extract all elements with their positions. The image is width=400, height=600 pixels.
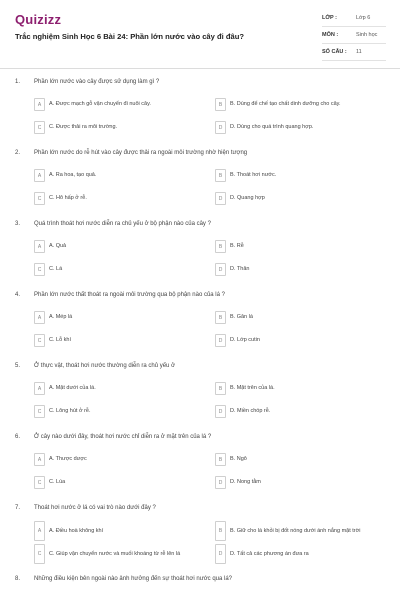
question-text: Phần lớn nước thất thoát ra ngoài môi trường qua bộ phận nào của lá ? [34, 292, 225, 298]
option-text: A. Mặt dưới của lá. [49, 385, 96, 392]
option-letter-box: D [215, 121, 226, 134]
option-text: D. Nong tằm [230, 479, 261, 486]
option-letter-box: D [215, 544, 226, 564]
option-d[interactable] [215, 121, 383, 134]
option-c[interactable] [34, 405, 202, 418]
option-b[interactable] [215, 521, 383, 541]
option-text: A. Quả [49, 243, 67, 250]
question-text: Phần lớn nước do rễ hút vào cây được thải ra ngoài môi trường nhờ hiện tượng [34, 150, 248, 156]
question-text: Những điều kiện bên ngoài nào ảnh hưởng đến sự thoát hơi nước qua lá? [34, 576, 233, 582]
option-c[interactable] [34, 121, 202, 134]
question-number: 1. [15, 79, 21, 85]
option-d[interactable] [215, 334, 383, 347]
option-letter-box: A [34, 453, 45, 466]
meta-key: SỐ CÂU : [322, 49, 347, 55]
question-number: 4. [15, 292, 21, 298]
worksheet-meta [322, 10, 386, 61]
option-letter-box: B [215, 240, 226, 253]
option-letter-box: D [215, 192, 226, 205]
option-text: B. Giữ cho lá khỏi bị đốt nóng dưới ánh nắng mặt trời [230, 527, 361, 534]
option-letter-box: A [34, 169, 45, 182]
option-b[interactable] [215, 240, 383, 253]
option-text: A. Điều hoà không khí [49, 527, 104, 534]
option-text: D. Quang hợp [230, 195, 265, 202]
option-text: B. Mặt trên của lá. [230, 385, 275, 392]
option-letter-box: C [34, 192, 45, 205]
option-a[interactable] [34, 453, 202, 466]
question-number: 2. [15, 150, 21, 156]
option-d[interactable] [215, 544, 383, 564]
option-letter-box: D [215, 334, 226, 347]
option-letter-box: C [34, 263, 45, 276]
option-b[interactable] [215, 98, 383, 111]
option-c[interactable] [34, 263, 202, 276]
meta-row-count [322, 44, 386, 61]
worksheet-title: Trắc nghiệm Sinh Học 6 Bài 24: Phần lớn nước vào cây đi đâu? [15, 32, 244, 41]
option-letter-box: B [215, 453, 226, 466]
option-d[interactable] [215, 476, 383, 489]
option-letter-box: C [34, 476, 45, 489]
option-a[interactable] [34, 240, 202, 253]
option-b[interactable] [215, 382, 383, 395]
meta-value: 11 [356, 49, 362, 55]
option-c[interactable] [34, 544, 202, 564]
option-c[interactable] [34, 476, 202, 489]
question-7 [0, 505, 400, 576]
option-text: A. Ra hoa, tạo quả. [49, 172, 97, 179]
meta-value: Lớp 6 [356, 15, 371, 21]
question-4 [0, 292, 400, 363]
option-text: C. Hô hấp ở rễ. [49, 195, 87, 202]
option-letter-box: C [34, 405, 45, 418]
question-text: Quá trình thoát hơi nước diễn ra chủ yếu ở bộ phận nào của cây ? [34, 221, 211, 227]
question-number: 6. [15, 434, 21, 440]
option-letter-box: A [34, 382, 45, 395]
meta-key: MÔN : [322, 32, 339, 38]
option-text: C. Lông hút ở rễ. [49, 408, 91, 415]
option-b[interactable] [215, 453, 383, 466]
option-text: C. Giúp vận chuyển nước và muối khoáng từ rễ lên lá [49, 550, 181, 557]
question-3 [0, 221, 400, 292]
option-text: D. Thân [230, 266, 250, 273]
option-text: B. Thoát hơi nước. [230, 172, 277, 179]
option-letter-box: C [34, 334, 45, 347]
option-letter-box: B [215, 382, 226, 395]
option-letter-box: C [34, 121, 45, 134]
option-letter-box: D [215, 405, 226, 418]
option-d[interactable] [215, 192, 383, 205]
option-letter-box: B [215, 311, 226, 324]
option-letter-box: B [215, 169, 226, 182]
option-b[interactable] [215, 169, 383, 182]
option-letter-box: A [34, 98, 45, 111]
question-number: 8. [15, 576, 21, 582]
option-letter-box: A [34, 240, 45, 253]
meta-key: LỚP : [322, 15, 337, 21]
option-letter-box: B [215, 98, 226, 111]
quizizz-logo: Quizizz [15, 12, 62, 27]
option-text: C. Lá [49, 266, 63, 273]
meta-row-subject [322, 27, 386, 44]
option-text: B. Gân lá [230, 314, 253, 321]
option-a[interactable] [34, 311, 202, 324]
option-text: C. Lỗ khí [49, 337, 72, 344]
option-letter-box: B [215, 521, 226, 541]
question-text: Ở thực vật, thoát hơi nước thường diễn ra chủ yếu ở [34, 363, 175, 369]
question-5 [0, 363, 400, 434]
question-2 [0, 150, 400, 221]
option-text: C. Được thải ra môi trường. [49, 124, 118, 131]
question-number: 7. [15, 505, 21, 511]
question-6 [0, 434, 400, 505]
option-text: A. Được mạch gỗ vận chuyển đi nuôi cây. [49, 101, 151, 108]
question-8 [0, 576, 400, 596]
option-text: D. Dùng cho quá trình quang hợp. [230, 124, 314, 131]
option-letter-box: D [215, 263, 226, 276]
meta-row-class [322, 10, 386, 27]
option-d[interactable] [215, 405, 383, 418]
worksheet-header [0, 0, 400, 68]
option-c[interactable] [34, 192, 202, 205]
question-text: Thoát hơi nước ở lá có vai trò nào dưới đây ? [34, 505, 156, 511]
option-a[interactable] [34, 169, 202, 182]
option-letter-box: C [34, 544, 45, 564]
question-list [0, 79, 400, 596]
question-text: Phần lớn nước vào cây được sử dụng làm gì ? [34, 79, 160, 85]
question-number: 5. [15, 363, 21, 369]
option-text: B. Dùng để chế tạo chất dinh dưỡng cho cây. [230, 101, 341, 108]
option-a[interactable] [34, 382, 202, 395]
meta-value: Sinh học [356, 32, 378, 38]
option-c[interactable] [34, 334, 202, 347]
option-d[interactable] [215, 263, 383, 276]
question-1 [0, 79, 400, 150]
option-text: B. Rễ [230, 243, 244, 250]
option-a[interactable] [34, 521, 202, 541]
option-text: A. Mép lá [49, 314, 73, 321]
option-text: A. Thược dược [49, 456, 87, 463]
option-text: D. Tất cả các phương án đưa ra [230, 550, 309, 557]
option-text: D. Lớp cutin [230, 337, 260, 344]
option-text: C. Lúa [49, 479, 66, 486]
option-a[interactable] [34, 98, 202, 111]
option-letter-box: A [34, 521, 45, 541]
question-number: 3. [15, 221, 21, 227]
option-text: B. Ngô [230, 456, 247, 463]
header-divider [0, 68, 400, 69]
option-letter-box: D [215, 476, 226, 489]
option-text: D. Miền chóp rễ. [230, 408, 271, 415]
question-text: Ở cây nào dưới đây, thoát hơi nước chỉ diễn ra ở mặt trên của lá ? [34, 434, 212, 440]
option-b[interactable] [215, 311, 383, 324]
option-letter-box: A [34, 311, 45, 324]
